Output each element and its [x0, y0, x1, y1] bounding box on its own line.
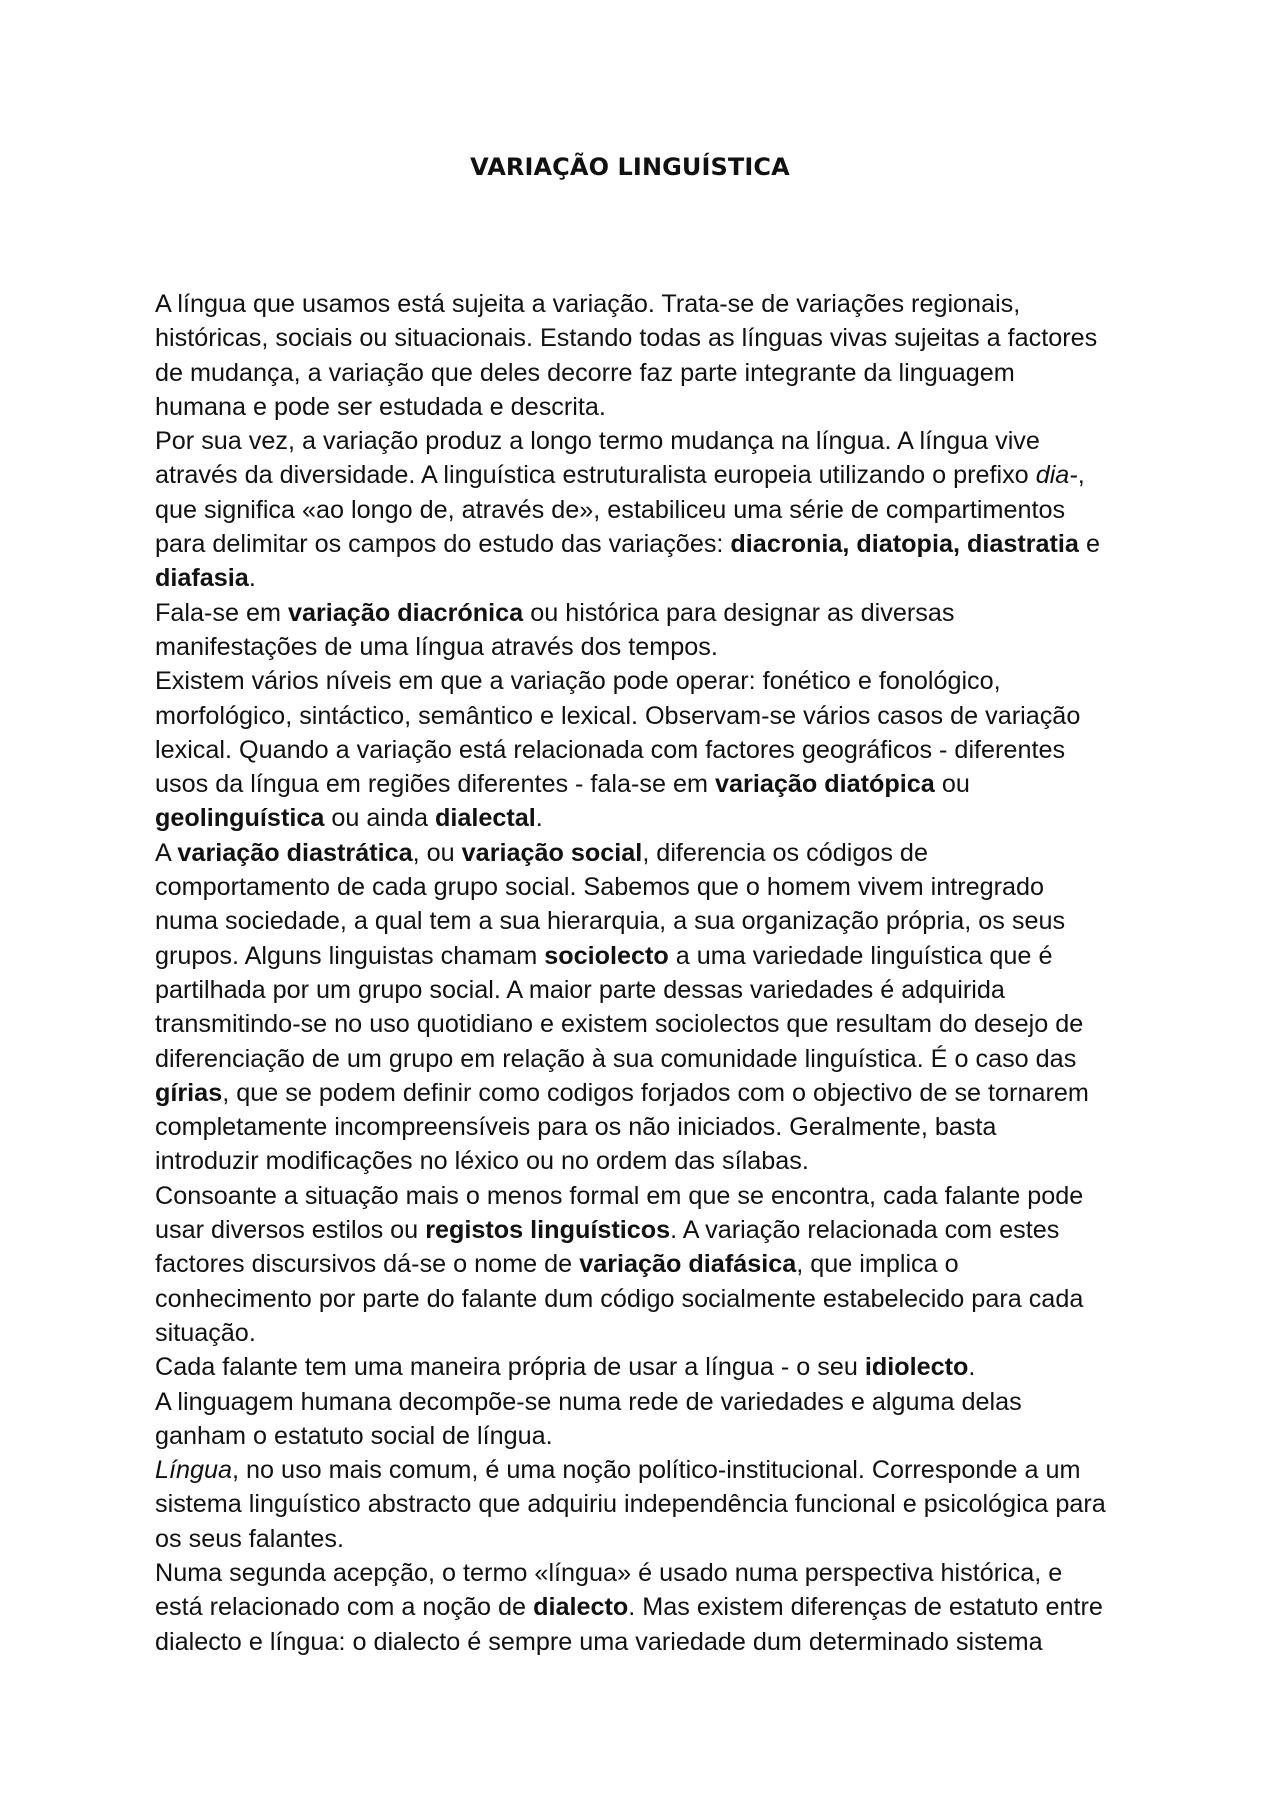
text-span: e: [1078, 530, 1100, 559]
italic-term: Língua: [155, 1456, 233, 1485]
text-span: usar diversos estilos ou: [155, 1216, 426, 1245]
text-span: .: [968, 1353, 976, 1382]
text-span: Fala-se em: [155, 598, 288, 627]
bold-term: variação diafásica: [579, 1250, 797, 1279]
text-span: está relacionado com a noção de: [155, 1593, 534, 1622]
bold-term: geolinguística: [155, 804, 325, 833]
bold-term: diafasia: [155, 564, 249, 593]
text-span: usos da língua em regiões diferentes - fala-se em: [155, 770, 716, 799]
text-line: que significa «ao longo de, através de», estabiliceu uma série de compartimentos: [155, 495, 1066, 524]
bold-term: registos linguísticos: [425, 1216, 671, 1245]
bold-term: variação diacrónica: [287, 598, 524, 627]
text-line: introduzir modificações no léxico ou no ordem das sílabas.: [155, 1147, 809, 1176]
text-span: A: [155, 838, 178, 867]
text-span: . A variação relacionada com estes: [670, 1216, 1060, 1245]
text-line: numa sociedade, a qual tem a sua hierarquia, a sua organização própria, os seus: [155, 907, 1066, 936]
paragraph-diachronic: [155, 596, 1145, 665]
text-line: de mudança, a variação que deles decorre faz parte integrante da linguagem: [155, 358, 1015, 387]
text-line: Numa segunda acepção, o termo «língua» é usado numa perspectiva histórica, e: [155, 1558, 1063, 1587]
text-line: comportamento de cada grupo social. Sabemos que o homem vivem intregrado: [155, 873, 1045, 902]
text-line: completamente incompreensíveis para os não iniciados. Geralmente, basta: [155, 1113, 997, 1142]
text-span: , que implica o: [796, 1250, 959, 1279]
bold-term: variação diatópica: [715, 770, 935, 799]
text-line: situação.: [155, 1318, 256, 1347]
text-span: grupos. Alguns linguistas chamam: [155, 941, 545, 970]
bold-term: diacronia, diatopia, diastratia: [730, 530, 1079, 559]
text-line: os seus falantes.: [155, 1524, 345, 1553]
paragraph-dialect: [155, 1556, 1145, 1659]
text-span: , que se podem definir como codigos forjados com o objectivo de se tornarem: [222, 1078, 1089, 1107]
paragraph-varieties: [155, 1385, 1145, 1454]
text-span: , ou: [412, 838, 462, 867]
text-line: partilhada por um grupo social. A maior parte dessas variedades é adquirida: [155, 975, 1005, 1004]
text-span: ,: [1077, 461, 1085, 490]
paragraph-idiolect: [155, 1350, 1145, 1384]
text-line: dialecto e língua: o dialecto é sempre uma variedade dum determinado sistema: [155, 1627, 1043, 1656]
text-line: históricas, sociais ou situacionais. Estando todas as línguas vivas sujeitas a factores: [155, 324, 1098, 353]
document-body: [155, 287, 1145, 1659]
text-span: através da diversidade. A linguística estruturalista europeia utilizando o prefixo: [155, 461, 1036, 490]
bold-term: gírias: [155, 1078, 223, 1107]
paragraph-lingua: [155, 1453, 1145, 1556]
paragraph-diaphasic: [155, 1179, 1145, 1350]
bold-term: variação social: [461, 838, 643, 867]
text-line: Consoante a situação mais o menos formal em que se encontra, cada falante pode: [155, 1181, 1084, 1210]
text-span: ou histórica para designar as diversas: [523, 598, 955, 627]
bold-term: dialectal: [434, 804, 536, 833]
bold-term: sociolecto: [544, 941, 669, 970]
text-span: Cada falante tem uma maneira própria de usar a língua - o seu: [155, 1353, 865, 1382]
text-span: , diferencia os códigos de: [642, 838, 928, 867]
text-span: a uma variedade linguística que é: [668, 941, 1053, 970]
text-span: ou: [934, 770, 970, 799]
text-line: conhecimento por parte do falante dum código socialmente estabelecido para cada: [155, 1284, 1084, 1313]
text-line: manifestações de uma língua através dos tempos.: [155, 632, 718, 661]
text-span: .: [248, 564, 256, 593]
text-line: A linguagem humana decompõe-se numa rede de variedades e alguma delas: [155, 1387, 1022, 1416]
text-line: Existem vários níveis em que a variação pode operar: fonético e fonológico,: [155, 667, 1001, 696]
paragraph-diversity: [155, 424, 1145, 595]
text-line: Por sua vez, a variação produz a longo termo mudança na língua. A língua vive: [155, 427, 1040, 456]
text-line: transmitindo-se no uso quotidiano e existem sociolectos que resultam do desejo de: [155, 1010, 1084, 1039]
paragraph-diastratic: [155, 836, 1145, 1179]
paragraph-diatopic: [155, 664, 1145, 835]
text-line: lexical. Quando a variação está relacionada com factores geográficos - diferentes: [155, 735, 1066, 764]
document-title: VARIAÇÃO LINGUÍSTICA: [470, 153, 790, 181]
text-line: A língua que usamos está sujeita a variação. Trata-se de variações regionais,: [155, 290, 1021, 318]
text-span: factores discursivos dá-se o nome de: [155, 1250, 580, 1279]
bold-term: idiolecto: [864, 1353, 969, 1382]
text-span: ou ainda: [324, 804, 435, 833]
text-span: , no uso mais comum, é uma noção político-institucional. Corresponde a um: [232, 1456, 1081, 1485]
text-span: .: [535, 804, 543, 833]
italic-term: dia-: [1035, 461, 1078, 490]
bold-term: variação diastrática: [177, 838, 413, 867]
text-line: diferenciação de um grupo em relação à sua comunidade linguística. É o caso das: [155, 1044, 1077, 1073]
text-line: humana e pode ser estudada e descrita.: [155, 392, 606, 421]
text-line: ganham o estatuto social de língua.: [155, 1421, 553, 1450]
text-span: . Mas existem diferenças de estatuto entre: [628, 1593, 1103, 1622]
text-span: para delimitar os campos do estudo das variações:: [155, 530, 731, 559]
bold-term: dialecto: [533, 1593, 629, 1622]
text-line: sistema linguístico abstracto que adquiriu independência funcional e psicológica para: [155, 1490, 1106, 1519]
text-line: morfológico, sintáctico, semântico e lexical. Observam-se vários casos de variação: [155, 701, 1081, 730]
paragraph-intro: [155, 287, 1145, 424]
